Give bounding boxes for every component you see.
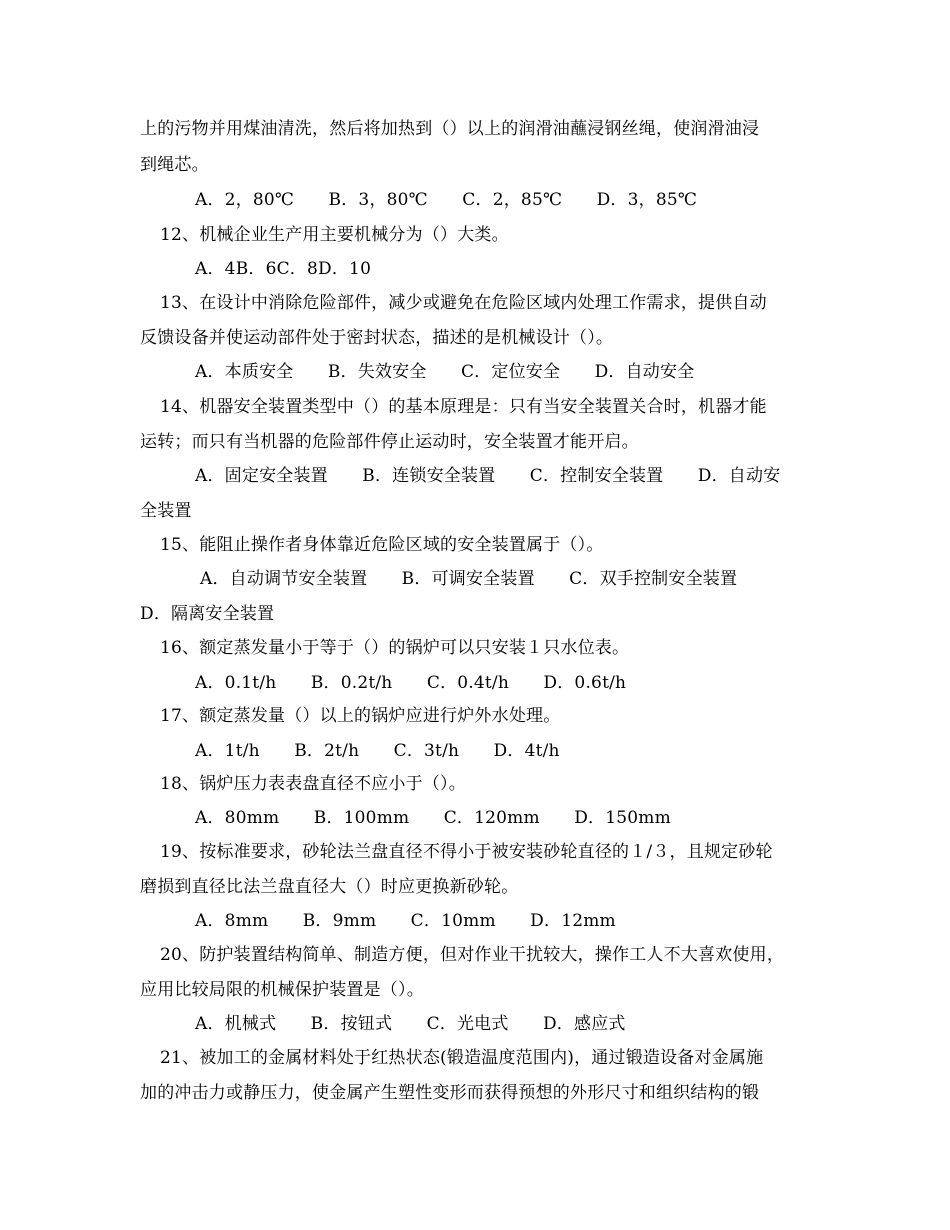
text-line: 加的冲击力或静压力，使金属产生塑性变形而获得预想的外形尺寸和组织结构的锻 bbox=[140, 1083, 760, 1103]
answer-options: A．自动调节安全装置 B．可调安全装置 C．双手控制安全装置 bbox=[200, 569, 738, 589]
question-18: 18、锅炉压力表表盘直径不应小于（）。 bbox=[160, 774, 466, 794]
text-line: 上的污物并用煤油清洗，然后将加热到（）以上的润滑油蘸浸钢丝绳，使润滑油浸 bbox=[140, 119, 760, 139]
answer-options: A．2，80℃ B．3，80℃ C．2，85℃ D．3，85℃ bbox=[195, 190, 698, 210]
text-line: D．隔离安全装置 bbox=[140, 604, 275, 624]
answer-options: A．固定安全装置 B．连锁安全装置 C．控制安全装置 D．自动安 bbox=[195, 466, 781, 486]
text-line: 反馈设备并使运动部件处于密封状态，描述的是机械设计（）。 bbox=[140, 328, 614, 348]
question-15: 15、能阻止操作者身体靠近危险区域的安全装置属于（）。 bbox=[160, 535, 604, 555]
question-21: 21、被加工的金属材料处于红热状态(锻造温度范围内)，通过锻造设备对金属施 bbox=[160, 1048, 764, 1068]
question-13: 13、在设计中消除危险部件，减少或避免在危险区域内处理工作需求，提供自动 bbox=[160, 293, 767, 313]
question-14: 14、机器安全装置类型中（）的基本原理是：只有当安全装置关合时，机器才能 bbox=[160, 397, 767, 417]
question-12: 12、机械企业生产用主要机械分为（）大类。 bbox=[160, 225, 509, 245]
answer-options: A．4B．6C．8D．10 bbox=[195, 259, 372, 279]
answer-options: A．机械式 B．按钮式 C．光电式 D．感应式 bbox=[195, 1014, 626, 1034]
question-16: 16、额定蒸发量小于等于（）的锅炉可以只安装１只水位表。 bbox=[160, 638, 630, 658]
text-line: 运转；而只有当机器的危险部件停止运动时，安全装置才能开启。 bbox=[140, 432, 639, 452]
question-19: 19、按标准要求，砂轮法兰盘直径不得小于被安装砂轮直径的１/３，且规定砂轮 bbox=[160, 842, 773, 862]
answer-options: A．80mm B．100mm C．120mm D．150mm bbox=[195, 808, 671, 828]
answer-options: A．8mm B．9mm C．10mm D．12mm bbox=[195, 911, 616, 931]
text-line: 应用比较局限的机械保护装置是（）。 bbox=[140, 980, 424, 1000]
question-20: 20、防护装置结构简单、制造方便，但对作业干扰较大，操作工人不大喜欢使用， bbox=[160, 945, 785, 965]
answer-options: A．1t/h B．2t/h C．3t/h D．4t/h bbox=[195, 741, 560, 761]
question-17: 17、额定蒸发量（）以上的锅炉应进行炉外水处理。 bbox=[160, 706, 561, 726]
answer-options: A．本质安全 B．失效安全 C．定位安全 D．自动安全 bbox=[195, 362, 695, 382]
answer-options: A．0.1t/h B．0.2t/h C．0.4t/h D．0.6t/h bbox=[195, 673, 627, 693]
text-line: 全装置 bbox=[140, 501, 192, 521]
text-line: 磨损到直径比法兰盘直径大（）时应更换新砂轮。 bbox=[140, 877, 519, 897]
text-line: 到绳芯。 bbox=[140, 155, 209, 175]
